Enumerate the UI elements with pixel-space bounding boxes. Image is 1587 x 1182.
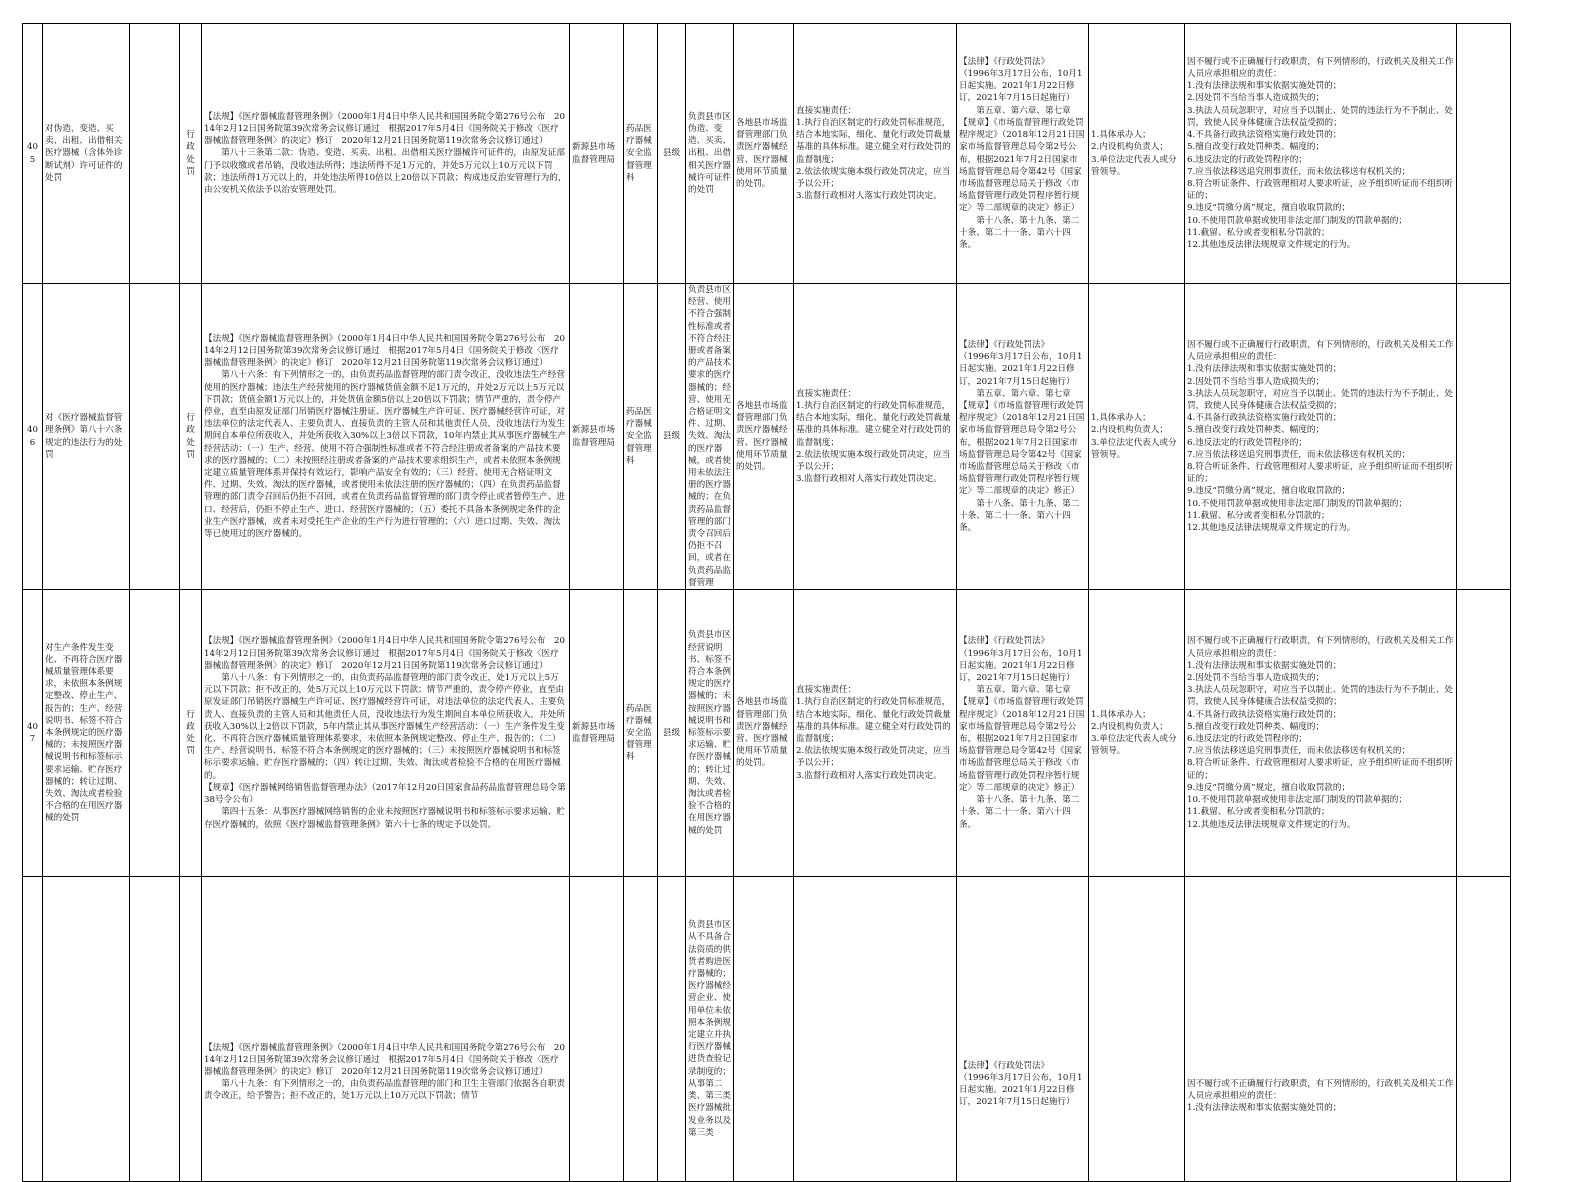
liability-cell: 因不履行或不正确履行行政职责，有下列情形的，行政机关及相关工作人员应承担相应的责任： 1.没有法律法规和事实依据实施处罚的； 2.因处罚不当给当事人造成损失的； 3.执法人员玩忽职守，对应当予以制止、处罚的违法行为不予制止、处罚，致使人民身体健康合法权益受损的； 4.不具备行政执法资格实施行政处罚的； 5.擅自改变行政处罚种类、幅度的； 6.违反法定的行政处罚程序的； 7.应当依法移送追究刑事责任，而未依法移送有权机关的； 8.符合听证条件、行政管理相对人要求听证，应予组织听证而不组织听证的； 9.违反“罚缴分离”规定，擅自收取罚款的； 10.不使用罚款单据或使用非法定部门制发的罚款单据的； 11.截留、私分或者变相私分罚款的； 12.其他违反法律法规规章文件规定的行为。	[1185, 24, 1457, 284]
table-row	[23, 877, 1511, 1182]
subjects-cell: 1.具体承办人； 2.内设机构负责人； 3.单位法定代表人或分管领导。	[1089, 24, 1185, 284]
table-row	[23, 284, 1511, 590]
direct-cell: 直接实施责任： 1.执行自治区制定的行政处罚标准规范，结合本地实际，细化、量化行政处罚裁量基准的具体标准。建立健全对行政处罚的监督制度； 2.依法依规实施本级行政处罚决定，应当予以公开； 3.监督行政相对人落实行政处罚决定。	[794, 24, 957, 284]
seq-cell: 405	[23, 24, 43, 284]
table-row	[23, 24, 1511, 284]
dept-cell: 药品医疗器械安全监督管理科	[624, 284, 658, 590]
direct-cell: 直接实施责任： 1.执行自治区制定的行政处罚标准规范，结合本地实际，细化、量化行政处罚裁量基准的具体标准。建立健全对行政处罚的监督制度； 2.依法依规实施本级行政处罚决定，应当予以公开； 3.监督行政相对人落实行政处罚决定。	[794, 590, 957, 877]
basis-cell: 【法规】《医疗器械监督管理条例》（2000年1月4日中华人民共和国国务院令第276号公布 2014年2月12日国务院第39次常务会议修订通过 根据2017年5月4日《国务院关于修改〈医疗器械监督管理条例〉的决定》修订 2020年12月21日国务院第119次常务会议修订通过） 第八十九条：有下列情形之一的，由负责药品监督管理的部门和卫生主管部门依据各自职责责令改正，给予警告；拒不改正的，处1万元以上10万元以下罚款；情节	[202, 877, 570, 1182]
subjects-cell	[1089, 877, 1185, 1182]
law-cell: 【法律】《行政处罚法》 （1996年3月17日公布，10月1日起实施。2021年1月22日修订，2021年7月15日起施行）	[957, 877, 1089, 1182]
basis-cell: 【法规】《医疗器械监督管理条例》（2000年1月4日中华人民共和国国务院令第276号公布 2014年2月12日国务院第39次常务会议修订通过 根据2017年5月4日《国务院关于修改〈医疗器械监督管理条例〉的决定》修订 2020年12月21日国务院第119次常务会议修订通过） 第八十八条：有下列情形之一的，由负责药品监督管理的部门责令改正，处1万元以上5万元以下罚款；拒不改正的，处5万元以上10万元以下罚款；情节严重的，责令停产停业，直至由原发证部门吊销医疗器械生产许可证、医疗器械经营许可证，对违法单位的法定代表人、主要负责人、直接负责的主管人员和其他责任人员，没收违法行为发生期间自本单位所获收入，并处所获收入30%以上2倍以下罚款，5年内禁止其从事医疗器械生产经营活动：（一）生产条件发生变化、不再符合医疗器械质量管理体系要求，未依照本条例规定整改、停止生产、报告的；（二）生产、经营说明书、标签不符合本条例规定的医疗器械的；（三）未按照医疗器械说明书和标签标示要求运输、贮存医疗器械的；（四）转让过期、失效、淘汰或者检验不合格的在用医疗器械的。 【规章】《医疗器械网络销售监督管理办法》（2017年12月20日国家食品药品监督管理总局令第38号令公布） 第四十五条：从事医疗器械网络销售的企业未按照医疗器械说明书和标签标示要求运输、贮存医疗器械的，依照《医疗器械监督管理条例》第六十七条的规定予以处罚。	[202, 590, 570, 877]
guidance-cell: 各地县市场监督管理部门负责医疗器械经营、医疗器械使用环节质量的处罚。	[734, 24, 794, 284]
item-name-cell: 对生产条件发生变化、不再符合医疗器械质量管理体系要求，未依照本条例规定整改、停止生产、报告的；生产、经营说明书、标签不符合本条例规定的医疗器械的；未按照医疗器械说明书和标签标示要求运输、贮存医疗器械的；转让过期、失效、淘汰或者检验不合格的在用医疗器械的处罚	[43, 590, 130, 877]
agency-cell: 新源县市场监督管理局	[570, 284, 624, 590]
law-cell: 【法律】《行政处罚法》 （1996年3月17日公布，10月1日起实施。2021年1月22日修订，2021年7月15日起施行） 第五章、第六章、第七章 【规章】《市场监督管理行政处罚程序规定》（2018年12月21日国家市场监督管理总局令第2号公布，根据2021年7月2日国家市场监督管理总局令第42号《国家市场监督管理总局关于修改〈市场监督管理行政处罚程序暂行规定〉等二部规章的决定》修正） 第十八条、第十九条、第二十条、第二十一条、第六十四条。	[957, 284, 1089, 590]
dept-cell: 药品医疗器械安全监督管理科	[624, 24, 658, 284]
responsibility-table	[22, 23, 1511, 1182]
seq-cell: 406	[23, 284, 43, 590]
remark-cell	[1457, 24, 1511, 284]
basis-cell: 【法规】《医疗器械监督管理条例》（2000年1月4日中华人民共和国国务院令第276号公布 2014年2月12日国务院第39次常务会议修订通过 根据2017年5月4日《国务院关于修改〈医疗器械监督管理条例〉的决定》修订 2020年12月21日国务院第119次常务会议修订通过） 第八十三条第二款：伪造、变造、买卖、出租、出借相关医疗器械许可证件的，由原发证部门予以收缴或者吊销，没收违法所得；违法所得不足1万元的，并处5万元以上10万元以下罚款；违法所得1万元以上的，并处违法所得10倍以上20倍以下罚款；构成违反治安管理行为的，由公安机关依法予以治安管理处罚。	[202, 24, 570, 284]
type-cell	[180, 877, 202, 1182]
responsibility-cell: 负责县市区经营说明书、标签不符合本条例规定的医疗器械的；未按照医疗器械说明书和标签标示要求运输、贮存医疗器械的；转让过期、失效、淘汰或者检验不合格的在用医疗器械的处罚	[686, 590, 734, 877]
item-name-cell	[43, 877, 130, 1182]
type-cell: 行政处罚	[180, 284, 202, 590]
level-cell: 县级	[658, 284, 686, 590]
agency-cell: 新源县市场监督管理局	[570, 24, 624, 284]
basis-cell: 【法规】《医疗器械监督管理条例》（2000年1月4日中华人民共和国国务院令第276号公布 2014年2月12日国务院第39次常务会议修订通过 根据2017年5月4日《国务院关于修改〈医疗器械监督管理条例〉的决定》修订 2020年12月21日国务院第119次常务会议修订通过） 第八十六条：有下列情形之一的，由负责药品监督管理的部门责令改正，没收违法生产经营使用的医疗器械；违法生产经营使用的医疗器械货值金额不足1万元的，并处2万元以上5万元以下罚款；货值金额1万元以上的，并处货值金额5倍以上20倍以下罚款；情节严重的，责令停产停业，直至由原发证部门吊销医疗器械注册证、医疗器械生产许可证、医疗器械经营许可证，对违法单位的法定代表人、主要负责人、直接负责的主管人员和其他责任人员，没收违法行为发生期间自本单位所获收入，并处所获收入30%以上3倍以下罚款，10年内禁止其从事医疗器械生产经营活动：（一）生产、经营、使用不符合强制性标准或者不符合经注册或者备案的产品技术要求的医疗器械的；（二）未按照经注册或者备案的产品技术要求组织生产，或者未依照本条例规定建立质量管理体系并保持有效运行，影响产品安全有效的；（三）经营、使用无合格证明文件、过期、失效、淘汰的医疗器械，或者使用未依法注册的医疗器械的；（四）在负责药品监督管理的部门责令召回后仍拒不召回，或者在负责药品监督管理的部门责令停止或者暂停生产、进口、经营后，仍拒不停止生产、进口、经营医疗器械的；（五）委托不具备本条例规定条件的企业生产医疗器械，或者未对受托生产企业的生产行为进行管理的；（六）进口过期、失效、淘汰等已使用过的医疗器械的。	[202, 284, 570, 590]
guidance-cell	[734, 877, 794, 1182]
responsibility-cell: 负责县市区经营、使用不符合强制性标准或者不符合经注册或者备案的产品技术要求的医疗器械的；经营、使用无合格证明文件、过期、失效、淘汰的医疗器械，或者使用未依法注册的医疗器械的；在负责药品监督管理的部门责令召回后仍拒不召回，或者在负责药品监督管理	[686, 284, 734, 590]
level-cell: 县级	[658, 24, 686, 284]
remark-cell	[1457, 590, 1511, 877]
guidance-cell: 各地县市场监督管理部门负责医疗器械经营、医疗器械使用环节质量的处罚。	[734, 284, 794, 590]
type-cell: 行政处罚	[180, 590, 202, 877]
direct-cell	[794, 877, 957, 1182]
liability-cell: 因不履行或不正确履行行政职责，有下列情形的，行政机关及相关工作人员应承担相应的责任： 1.没有法律法规和事实依据实施处罚的；	[1185, 877, 1457, 1182]
remark-cell	[1457, 284, 1511, 590]
agency-cell: 新源县市场监督管理局	[570, 590, 624, 877]
table-row	[23, 590, 1511, 877]
seq-cell	[23, 877, 43, 1182]
subjects-cell: 1.具体承办人； 2.内设机构负责人； 3.单位法定代表人或分管领导。	[1089, 590, 1185, 877]
dept-cell: 药品医疗器械安全监督管理科	[624, 590, 658, 877]
direct-cell: 直接实施责任： 1.执行自治区制定的行政处罚标准规范，结合本地实际，细化、量化行政处罚裁量基准的具体标准。建立健全对行政处罚的监督制度； 2.依法依规实施本级行政处罚决定，应当予以公开； 3.监督行政相对人落实行政处罚决定。	[794, 284, 957, 590]
law-cell: 【法律】《行政处罚法》 （1996年3月17日公布，10月1日起实施。2021年1月22日修订，2021年7月15日起施行） 第五章、第六章、第七章 【规章】《市场监督管理行政处罚程序规定》（2018年12月21日国家市场监督管理总局令第2号公布，根据2021年7月2日国家市场监督管理总局令第42号《国家市场监督管理总局关于修改〈市场监督管理行政处罚程序暂行规定〉等二部规章的决定》修正） 第十八条、第十九条、第二十条、第二十一条、第六十四条。	[957, 590, 1089, 877]
subjects-cell: 1.具体承办人； 2.内设机构负责人； 3.单位法定代表人或分管领导。	[1089, 284, 1185, 590]
responsibility-cell: 负责县市区从不具备合法资质的供货者购进医疗器械的；医疗器械经营企业、使用单位未依照本条例规定建立并执行医疗器械进货查验记录制度的；从事第二类、第三类医疗器械批发业务以及第三类	[686, 877, 734, 1182]
liability-cell: 因不履行或不正确履行行政职责，有下列情形的，行政机关及相关工作人员应承担相应的责任： 1.没有法律法规和事实依据实施处罚的； 2.因处罚不当给当事人造成损失的； 3.执法人员玩忽职守，对应当予以制止、处罚的违法行为不予制止、处罚，致使人民身体健康合法权益受损的； 4.不具备行政执法资格实施行政处罚的； 5.擅自改变行政处罚种类、幅度的； 6.违反法定的行政处罚程序的； 7.应当依法移送追究刑事责任，而未依法移送有权机关的； 8.符合听证条件、行政管理相对人要求听证，应予组织听证而不组织听证的； 9.违反“罚缴分离”规定，擅自收取罚款的； 10.不使用罚款单据或使用非法定部门制发的罚款单据的； 11.截留、私分或者变相私分罚款的； 12.其他违反法律法规规章文件规定的行为。	[1185, 284, 1457, 590]
liability-cell: 因不履行或不正确履行行政职责，有下列情形的，行政机关及相关工作人员应承担相应的责任： 1.没有法律法规和事实依据实施处罚的； 2.因处罚不当给当事人造成损失的； 3.执法人员玩忽职守，对应当予以制止、处罚的违法行为不予制止、处罚，致使人民身体健康合法权益受损的； 4.不具备行政执法资格实施行政处罚的； 5.擅自改变行政处罚种类、幅度的； 6.违反法定的行政处罚程序的； 7.应当依法移送追究刑事责任，而未依法移送有权机关的； 8.符合听证条件、行政管理相对人要求听证，应予组织听证而不组织听证的； 9.违反“罚缴分离”规定，擅自收取罚款的； 10.不使用罚款单据或使用非法定部门制发的罚款单据的； 11.截留、私分或者变相私分罚款的； 12.其他违反法律法规规章文件规定的行为。	[1185, 590, 1457, 877]
item-name-cell: 对伪造、变造、买卖、出租、出借相关医疗器械（含体外诊断试剂）许可证件的处罚	[43, 24, 130, 284]
sub-item-cell	[130, 24, 180, 284]
responsibility-cell: 负责县市区伪造、变造、买卖、出租、出借相关医疗器械许可证件的处罚	[686, 24, 734, 284]
sub-item-cell	[130, 590, 180, 877]
level-cell: 县级	[658, 590, 686, 877]
seq-cell: 407	[23, 590, 43, 877]
agency-cell	[570, 877, 624, 1182]
sub-item-cell	[130, 877, 180, 1182]
item-name-cell: 对《医疗器械监督管理条例》第八十六条规定的违法行为的处罚	[43, 284, 130, 590]
remark-cell	[1457, 877, 1511, 1182]
guidance-cell: 各地县市场监督管理部门负责医疗器械经营、医疗器械使用环节质量的处罚。	[734, 590, 794, 877]
dept-cell	[624, 877, 658, 1182]
law-cell: 【法律】《行政处罚法》 （1996年3月17日公布，10月1日起实施。2021年1月22日修订，2021年7月15日起施行） 第五章、第六章、第七章 【规章】《市场监督管理行政处罚程序规定》（2018年12月21日国家市场监督管理总局令第2号公布，根据2021年7月2日国家市场监督管理总局令第42号《国家市场监督管理总局关于修改〈市场监督管理行政处罚程序暂行规定〉等二部规章的决定》修正） 第十八条、第十九条、第二十条、第二十一条、第六十四条。	[957, 24, 1089, 284]
type-cell: 行政处罚	[180, 24, 202, 284]
level-cell	[658, 877, 686, 1182]
sub-item-cell	[130, 284, 180, 590]
